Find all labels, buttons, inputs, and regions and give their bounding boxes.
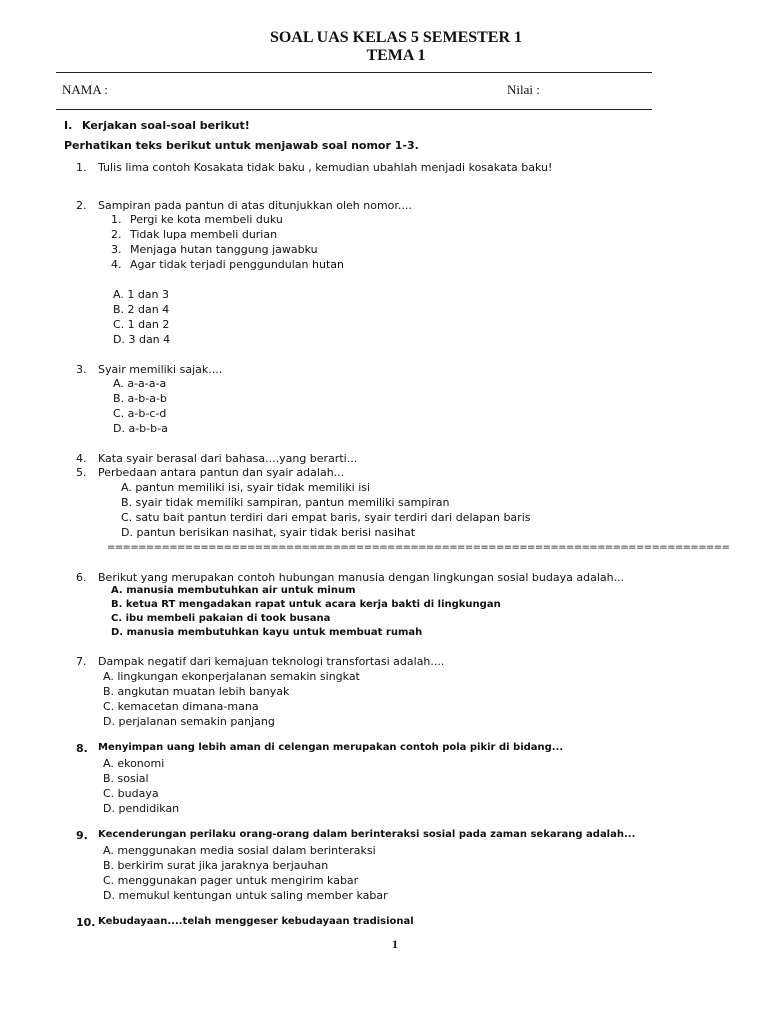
question-text: Kecenderungan perilaku orang-orang dalam berinteraksi sosial pada zaman sekarang adalah...: [98, 829, 636, 840]
answer-option: A. menggunakan media sosial dalam berinteraksi: [103, 844, 376, 857]
page-number: 1: [392, 937, 398, 951]
section-roman: I.: [64, 119, 73, 132]
question-number: 3.: [76, 363, 87, 376]
question-text: Menyimpan uang lebih aman di celengan merupakan contoh pola pikir di bidang...: [98, 742, 564, 753]
question-text: Syair memiliki sajak....: [98, 363, 223, 376]
question-number: 8.: [76, 742, 88, 755]
pantun-line: Agar tidak terjadi penggundulan hutan: [130, 258, 344, 271]
question-number: 7.: [76, 655, 87, 668]
answer-option: C. ibu membeli pakaian di took busana: [111, 613, 331, 624]
answer-option: C. kemacetan dimana-mana: [103, 700, 259, 713]
pantun-line-number: 2.: [111, 228, 122, 241]
answer-option: C. 1 dan 2: [113, 318, 170, 331]
page-subtitle: TEMA 1: [366, 47, 426, 64]
separator-line: ================================================================================: [107, 542, 730, 553]
answer-option: A. a-a-a-a: [113, 377, 167, 390]
answer-option: D. pendidikan: [103, 802, 180, 815]
answer-option: C. menggunakan pager untuk mengirim kabar: [103, 874, 359, 887]
answer-option: D. manusia membutuhkan kayu untuk membuat rumah: [111, 627, 423, 638]
top-rule: [56, 72, 652, 73]
answer-option: B. 2 dan 4: [113, 303, 170, 316]
answer-option: D. memukul kentungan untuk saling member kabar: [103, 889, 388, 902]
question-text: Kebudayaan....telah menggeser kebudayaan tradisional: [98, 916, 414, 927]
score-label: Nilai :: [507, 82, 540, 97]
section-instruction: Kerjakan soal-soal berikut!: [82, 119, 250, 132]
pantun-line-number: 4.: [111, 258, 122, 271]
answer-option: B. berkirim surat jika jaraknya berjauhan: [103, 859, 329, 872]
answer-option: C. a-b-c-d: [113, 407, 167, 420]
answer-option: D. a-b-b-a: [113, 422, 168, 435]
page-title: SOAL UAS KELAS 5 SEMESTER 1: [269, 29, 523, 46]
question-number: 5.: [76, 466, 87, 479]
answer-option: C. satu bait pantun terdiri dari empat baris, syair terdiri dari delapan baris: [121, 511, 531, 524]
answer-option: D. perjalanan semakin panjang: [103, 715, 275, 728]
question-number: 4.: [76, 452, 87, 465]
question-text: Perbedaan antara pantun dan syair adalah...: [98, 466, 345, 479]
name-label: NAMA :: [62, 82, 108, 97]
pantun-line: Menjaga hutan tanggung jawabku: [130, 243, 318, 256]
answer-option: B. ketua RT mengadakan rapat untuk acara kerja bakti di lingkungan: [111, 599, 501, 610]
bottom-rule: [56, 109, 652, 110]
question-number: 2.: [76, 199, 87, 212]
answer-option: A. pantun memiliki isi, syair tidak memiliki isi: [121, 481, 371, 494]
pantun-line-number: 1.: [111, 213, 122, 226]
question-text: Kata syair berasal dari bahasa....yang berarti...: [98, 452, 358, 465]
answer-option: A. lingkungan ekonperjalanan semakin singkat: [103, 670, 360, 683]
question-number: 1.: [76, 161, 87, 174]
answer-option: C. budaya: [103, 787, 159, 800]
question-text: Tulis lima contoh Kosakata tidak baku , kemudian ubahlah menjadi kosakata baku!: [98, 161, 553, 174]
answer-option: D. pantun berisikan nasihat, syair tidak berisi nasihat: [121, 526, 416, 539]
answer-option: B. syair tidak memiliki sampiran, pantun memiliki sampiran: [121, 496, 450, 509]
question-text: Sampiran pada pantun di atas ditunjukkan oleh nomor....: [98, 199, 412, 212]
answer-option: B. a-b-a-b: [113, 392, 167, 405]
answer-option: B. angkutan muatan lebih banyak: [103, 685, 290, 698]
text-note: Perhatikan teks berikut untuk menjawab soal nomor 1-3.: [64, 139, 419, 152]
answer-option: A. 1 dan 3: [113, 288, 170, 301]
answer-option: A. manusia membutuhkan air untuk minum: [111, 585, 356, 596]
question-number: 10.: [76, 916, 96, 929]
pantun-line: Pergi ke kota membeli duku: [130, 213, 283, 226]
question-text: Dampak negatif dari kemajuan teknologi transfortasi adalah....: [98, 655, 445, 668]
question-number: 6.: [76, 571, 87, 584]
question-number: 9.: [76, 829, 88, 842]
answer-option: A. ekonomi: [103, 757, 165, 770]
pantun-line: Tidak lupa membeli durian: [130, 228, 278, 241]
answer-option: D. 3 dan 4: [113, 333, 171, 346]
pantun-line-number: 3.: [111, 243, 122, 256]
question-text: Berikut yang merupakan contoh hubungan manusia dengan lingkungan sosial budaya adalah...: [98, 571, 625, 584]
answer-option: B. sosial: [103, 772, 149, 785]
